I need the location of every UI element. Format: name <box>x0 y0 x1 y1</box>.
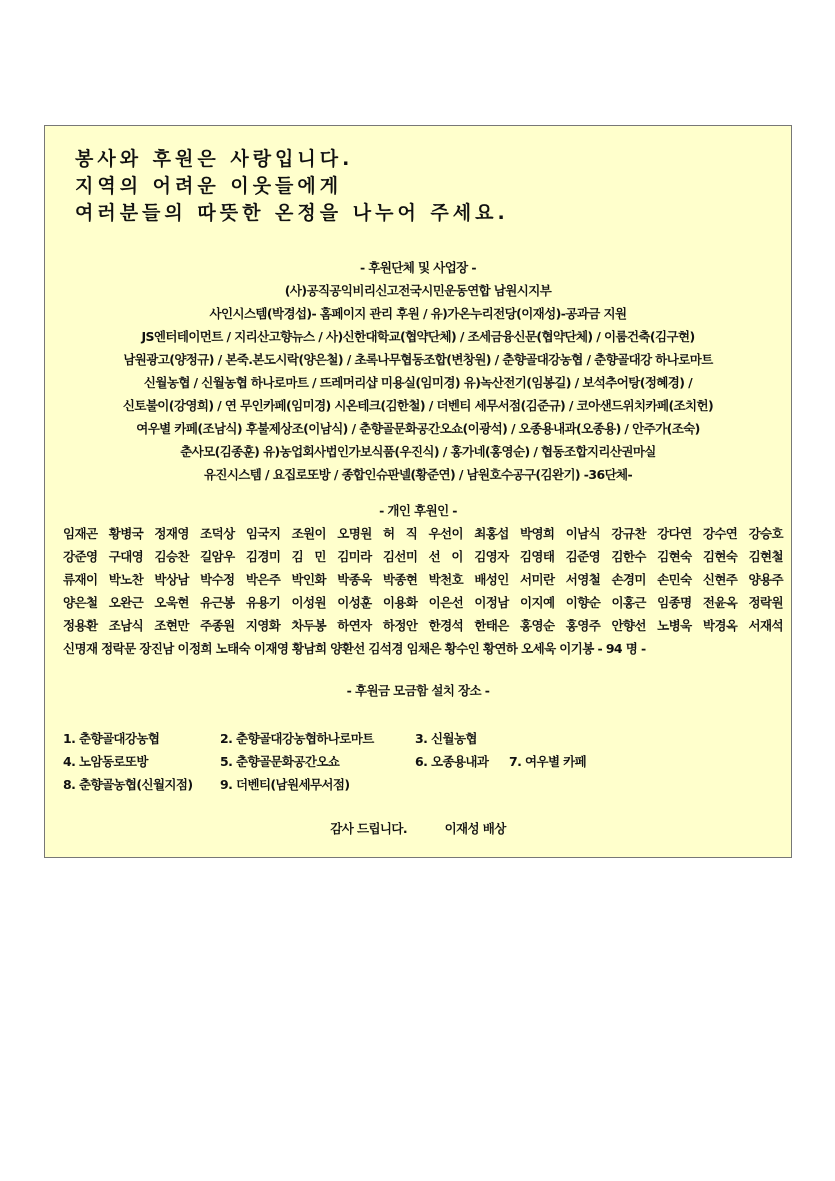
sponsor-line: 춘사모(김종훈) 유)농업회사법인가보식품(우진식) / 홍가네(홍영순) / 협동조합지리산권마실 <box>180 444 656 459</box>
donation-box-item: 3. 신월농협 <box>415 731 477 746</box>
individuals-list <box>63 522 783 660</box>
thanks-text: 감사 드립니다. <box>330 821 408 836</box>
closing <box>45 817 791 840</box>
sponsors-heading: - 후원단체 및 사업장 - <box>360 260 476 275</box>
donation-box-item: 5. 춘향골문화공간오쇼 <box>220 754 340 769</box>
donation-box-item: 4. 노암동로또방 <box>63 754 148 769</box>
individual-line: 임재곤 황병국 정재영 조덕상 임국지 조원이 오명원 허 직 우선이 최홍섭 박영희 이남식 강규찬 강다연 강수연 강승호 <box>63 526 783 541</box>
individual-line: 정용환 조남식 조현만 주종원 지영화 차두봉 하연자 하정안 한경석 한태은 홍영순 홍영주 안향선 노병욱 박경옥 서재석 <box>63 618 783 633</box>
sponsor-line: JS엔터테이먼트 / 지리산고향뉴스 / 사)신한대학교(협약단체) / 조세금융신문(협약단체) / 이룸건축(김구현) <box>141 329 695 344</box>
sponsor-line: (사)공직공익비리신고전국시민운동연합 남원시지부 <box>284 283 552 298</box>
donation-boxes-heading: - 후원금 모금함 설치 장소 - <box>346 683 490 698</box>
donation-box-item: 6. 오종용내과 <box>415 754 489 769</box>
individuals-heading: - 개인 후원인 - <box>379 503 457 518</box>
sponsor-line: 여우별 카페(조남식) 후불제상조(이남식) / 춘향골문화공간오쇼(이광석) / 오종용내과(오종용) / 안주가(조숙) <box>136 421 700 436</box>
donation-box-item: 7. 여우별 카페 <box>509 754 587 769</box>
sponsor-line: 신월농협 / 신월농협 하나로마트 / 뜨레머리샵 미용실(임미경) 유)녹산전기(임봉길) / 보석추어탕(정혜경) / <box>143 375 693 390</box>
donation-box-item: 8. 춘향골농협(신월지점) <box>63 777 193 792</box>
headline-line: 여러분들의 따뜻한 온정을 나누어 주세요. <box>75 202 509 224</box>
sponsor-line: 신토불이(강영희) / 연 무인카페(임미경) 시온테크(김한철) / 더벤티 세무서점(김준규) / 코아샌드위치카페(조치헌) <box>122 398 714 413</box>
individual-line: 신명재 정락문 장진남 이정희 노태숙 이재영 황남희 양환선 김석경 임채은 황수인 황연하 오세욱 이기봉 - 94 명 - <box>63 641 646 656</box>
signature: 이재성 배상 <box>444 821 506 836</box>
sponsors-section <box>45 256 791 486</box>
headline-line: 지역의 어려운 이웃들에게 <box>75 175 343 197</box>
headline-line: 봉사와 후원은 사랑입니다. <box>75 148 354 170</box>
sponsor-line: 유진시스템 / 요집로또방 / 종합인슈판넬(황준연) / 남원호수공구(김완기) -36단체- <box>203 467 633 482</box>
individual-line: 류재이 박노찬 박상남 박수정 박은주 박인화 박종욱 박종현 박천호 배성인 서미란 서영철 손경미 손민숙 신현주 양용주 <box>63 572 783 587</box>
individual-line: 양은철 오완근 오욱현 유근봉 유용기 이성원 이성훈 이용화 이은선 이정남 이지예 이향순 이홍근 임종명 전윤옥 정락원 <box>63 595 783 610</box>
sponsor-line: 사인시스템(박경섭)- 홈페이지 관리 후원 / 유)가온누리전당(이재성)-공과금 지원 <box>209 306 627 321</box>
donation-box-item: 2. 춘향골대강농협하나로마트 <box>220 731 374 746</box>
individual-line: 강준영 구대영 김승찬 길암우 김경미 김 민 김미라 김선미 선 이 김영자 김영태 김준영 김한수 김현숙 김현숙 김현철 <box>63 549 783 564</box>
donation-box-item: 1. 춘향골대강농협 <box>63 731 160 746</box>
donation-box-item: 9. 더벤티(남원세무서점) <box>220 777 350 792</box>
notice-box <box>44 125 792 858</box>
headline <box>75 146 509 227</box>
sponsor-line: 남원광고(양정규) / 본죽.본도시락(양은철) / 초록나무협동조합(변창원) / 춘향골대강농협 / 춘향골대강 하나로마트 <box>123 352 713 367</box>
